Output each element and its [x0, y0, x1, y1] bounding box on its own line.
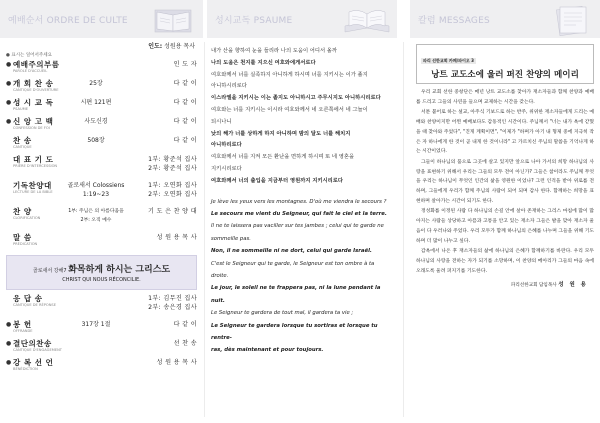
order-row	[6, 181, 197, 207]
order-row	[6, 98, 197, 117]
order-item-name: 응 답 송	[13, 294, 43, 303]
order-item-name: 성 시 교 독	[13, 98, 54, 107]
order-row	[6, 358, 197, 377]
order-item-leader	[125, 155, 197, 173]
psalm-line-fr: Je lève les yeux vers les montagnes. D'où me viendra le secours ?	[211, 198, 387, 205]
psalm-line: 지키시리로다	[211, 165, 242, 172]
leader-first-service: 1부: 오연화 집사	[148, 182, 197, 189]
order-item-sub: PAROLE D'ACCUEIL	[13, 69, 48, 73]
order-list-after	[0, 294, 203, 377]
order-item-name: 기독찬양대	[13, 181, 52, 190]
standing-mark: ●	[6, 359, 12, 366]
order-item-leader: 다 같 이	[173, 99, 197, 106]
order-item-detail: 25장	[89, 80, 103, 87]
order-item-leader: 선 찬 송	[173, 340, 197, 347]
psalm-response-line-fr: Le Seigneur te gardera lorsque tu sortiras et lorsque tu rentre-	[211, 322, 378, 342]
article-title: 낭트 교도소에 울러 퍼진 찬양의 메이리	[431, 70, 579, 80]
psalm-response-line: 아니하리로다	[211, 142, 242, 149]
document-stack-icon	[544, 2, 596, 36]
scripture-verses: 1:19~23	[82, 191, 110, 198]
order-item-leader: 성 원 용 목 사	[156, 359, 197, 366]
worship-header	[0, 0, 203, 38]
messages-header	[410, 0, 600, 38]
psalm-response-line-fr: Non, il ne sommeille ni ne dort, celui qui garde Israël.	[211, 248, 372, 255]
order-item-name: 찬 양	[13, 207, 32, 216]
psalm-response-line: 여호와께서 너의 출입을 지금부터 영원까지 지키시리로다	[211, 177, 344, 184]
order-item-sub: PRIÈRE D'INTERCESSION	[13, 164, 58, 168]
psalm-line: 내가 산을 향하여 눈을 들리라 나의 도움이 어디서 올까	[211, 48, 338, 54]
article-paragraph: 감옥에서 나온 후 재소자들의 삶에 하나님의 은혜가 함께하기를 바란다. 우리 모두 하나님의 사랑을 전하는 자가 되기를 소망하며, 이 찬양의 메아리가 그들의 마음 속에 오래도록 울려 퍼지기를 기도한다.	[416, 249, 594, 274]
order-item-detail: 시편 121편	[80, 99, 112, 106]
order-item-sub: BÉNÉDICTION	[13, 367, 38, 371]
order-item-name: 결단의찬송	[13, 339, 52, 348]
message-article	[410, 38, 600, 288]
order-item-sub: OFFRANDE	[13, 329, 33, 333]
order-row	[6, 207, 197, 233]
order-item-sub: CANTIQUE D'OUVERTURE	[13, 88, 59, 92]
psalm-header	[207, 0, 397, 38]
order-item-leader: 다 같 이	[173, 137, 197, 144]
order-item-sub: CLORIFICATION	[13, 216, 41, 220]
psalm-line-fr: sommeille pas.	[211, 235, 251, 242]
leader-second-service: 2부: 송은경 집사	[148, 304, 197, 311]
order-row	[6, 79, 197, 98]
service-leader-value: 성원용 목사	[164, 43, 195, 50]
order-row	[6, 233, 197, 252]
leader-second-service: 2부: 오연화 집사	[148, 191, 197, 198]
hymnal-book-icon	[147, 2, 199, 36]
order-item-leader: 성 원 용 목 사	[156, 234, 197, 241]
column-divider	[403, 42, 404, 417]
order-item-sub: CANTIQUE	[13, 145, 32, 149]
psalm-line-fr: Il ne te laissera pas vaciller sur tes jambes ; celui qui te garde ne	[211, 223, 384, 230]
order-item-sub: CONFESSION DE FOI	[13, 126, 50, 130]
signature-name: 성 원 용	[558, 282, 588, 289]
order-item-name: 개 회 찬 송	[13, 79, 54, 88]
worship-order-panel	[0, 0, 203, 423]
order-row	[6, 155, 197, 181]
article-signature	[416, 280, 594, 288]
psalm-line: 여호와께서 너를 지켜 모든 환난을 면하게 하시며 또 네 영혼을	[211, 154, 355, 161]
order-item-sub: LECTURE DE LA BIBLE	[13, 190, 53, 194]
psalm-response-line-fr: Le jour, le soleil ne te frappera pas, ni la lune pendant la nuit.	[211, 285, 381, 304]
order-item-name: 신 앙 고 백	[13, 117, 54, 126]
worship-header-title: 예배순서 ORDRE DE CULTE	[8, 16, 128, 26]
standing-mark: ●	[6, 61, 12, 68]
sermon-title-fr: CHRIST QUI NOUS RÉCONCILIE.	[62, 277, 141, 283]
psalm-line: 여호와는 너를 지키시는 이시라 여호와께서 네 오른쪽에서 네 그늘이	[211, 106, 368, 113]
order-row	[6, 136, 197, 155]
psalm-line-fr: C'est le Seigneur qui te garde, le Seigneur est ton ombre à ta	[211, 260, 375, 267]
open-bible-icon	[341, 2, 393, 36]
article-paragraph: 우리 교회 선한 중창단은 매년 낭트 교도소를 찾아가 재소자들과 함께 찬양과 예배를 드리고 그들의 사연을 들으며 교제하는 시간을 갖는다.	[416, 90, 594, 105]
leader-second-service: 2부: 황준석 집사	[148, 165, 197, 172]
article-body	[416, 88, 594, 276]
standing-mark: ●	[6, 99, 12, 106]
order-item-name: 강 복 선 언	[13, 358, 54, 367]
standing-mark: ●	[6, 80, 12, 87]
psalm-response-line: 나의 도움은 천지를 지으신 여호와에게서로다	[211, 59, 316, 66]
order-item-detail	[67, 207, 125, 225]
order-item-detail: 508장	[87, 137, 105, 144]
order-item-leader: 인 도 자	[173, 61, 197, 68]
order-item-name: 예배주의부름	[13, 60, 60, 69]
order-item-leader: 다 같 이	[173, 118, 197, 125]
article-paragraph: 그들이 하나님의 품으로 그곳에 살고 있지만 앞으로 나아 가서의 희망 하나님의 사랑을 표현하기 위해서 우리는 그들의 모두 전이 아닌가? 그들은 참이라도 주님께 무엇을 우리는 하나님이 무엇인 인간의 삶을 영원한 이었나? 그런 인격을 받아 위로를 전하며, 그들에게 우리가 함께 주님의 사람이 되어 되며 감사 한다. 함께하는 희망을 표현하며 살아가는 시간이 되기도 한다.	[416, 159, 594, 204]
article-paragraph: 서툰 불어로 하는 설교, 아주식 기보드로 하는 반주, 위위한 재소자들에게 드리는 예배와 찬양이지만 어쩐 예배보다도 감동적인 시간이다. 주님께서 "너는 내가 옥에 갇혔을 때 찾아와 주었다", "진게 계획이면", "이제가 "하며가 아기 내 형제 중에 지극히 작은 자 하나에게 한 것이 곧 내게 한 것이니라" 고 가르치신 주님의 말씀을 기억나게 하는 시간이었다.	[416, 110, 594, 155]
standing-mark: ●	[6, 321, 12, 328]
column-divider	[204, 42, 205, 417]
sermon-heading	[11, 262, 192, 275]
psalm-line: 아니하시리로다	[211, 83, 247, 90]
psalm-line-fr: Le Seigneur te gardera de tout mal, il gardera ta vie ;	[211, 310, 354, 317]
signature-label: 파리선한교회 담임목사	[510, 283, 557, 289]
order-row	[6, 294, 197, 320]
sermon-reference: 골로새서 강해7	[32, 268, 67, 274]
service-leader	[0, 38, 203, 52]
order-row	[6, 320, 197, 339]
standing-mark: ●	[6, 340, 12, 347]
order-item-leader: 기 도 은 찬 양 대	[148, 208, 197, 215]
psalm-header-title: 성시교독 PSAUME	[215, 16, 293, 26]
order-item-leader: 다 같 이	[173, 321, 197, 328]
anthem-first-service: 1부: 주님은 의 아름다움을	[68, 209, 124, 214]
leader-first-service: 1부: 김무진 집사	[148, 295, 197, 302]
standing-mark: ●	[6, 118, 12, 125]
order-row	[6, 60, 197, 79]
order-item-sub: CANTIQUE DE RÉPONSE	[13, 303, 56, 307]
psalm-response-line-fr: ras, dès maintenant et pour toujours.	[211, 347, 324, 354]
order-row	[6, 339, 197, 358]
sermon-box	[6, 255, 197, 290]
psalm-panel	[207, 0, 397, 423]
leader-first-service: 1부: 황준석 집사	[148, 156, 197, 163]
article-paragraph: 정성화를 이정된 사람 다 하나님의 손길 안에 살아 존재하는 그리스 마침에 많이 많아지는 사람들 상당하고 아픔과 고통을 안고 있는 재소자 그들은 발을 맞아 재소자 울음이 다 우러나와 주었다. 우리 모두가 함께 하나님의 은혜를 나누며 그들을 위해 기도하며 더 많이 나누고 싶다.	[416, 209, 594, 244]
order-item-detail	[67, 181, 125, 199]
order-item-sub: PRÉDICATION	[13, 242, 38, 246]
psalm-korean	[207, 38, 397, 188]
order-row	[6, 117, 197, 136]
article-kicker: 파리 선한교회 카페/파이오 3	[423, 58, 474, 63]
order-item-detail: 사도신경	[84, 118, 108, 125]
psalm-response-line-fr: Le secours me vient du Seigneur, qui fait le ciel et la terre.	[211, 210, 387, 217]
psalm-french	[207, 188, 397, 357]
psalm-line-fr: droite.	[211, 273, 229, 279]
order-item-name: 찬 송	[13, 136, 32, 145]
order-item-leader: 다 같 이	[173, 80, 197, 87]
order-item-sub: PSAUME	[13, 107, 28, 111]
order-item-sub: CANTIQUE D'ENGAGEMENT	[13, 348, 62, 352]
order-list	[0, 60, 203, 252]
article-title-box	[416, 44, 594, 84]
scripture-ref: 골로새서 Colossiens	[67, 182, 125, 189]
order-item-name: 봉 헌	[13, 320, 32, 329]
anthem-second-service: 2부: 오직 예수	[80, 218, 112, 223]
order-item-leader	[125, 181, 197, 199]
service-leader-label: 인도:	[148, 43, 163, 50]
standing-notice: ● 표시는 일어서주세요	[6, 53, 52, 58]
sermon-title: 화목하게 하시는 그리스도	[68, 265, 171, 275]
order-item-name: 말 씀	[13, 233, 32, 242]
order-item-detail: 317장 1절	[81, 321, 111, 328]
psalm-line: 되시나니	[211, 118, 232, 125]
psalm-line: 여호와께서 너를 실족하지 아니하게 하시며 너를 지키시는 이가 졸지	[211, 71, 368, 78]
order-item-leader	[125, 294, 197, 312]
psalm-response-line: 낮의 해가 너를 상하게 하지 아니하며 밤의 달도 너를 해치지	[211, 130, 351, 137]
messages-header-title: 칼럼 MESSAGES	[418, 16, 490, 26]
messages-panel	[410, 0, 600, 423]
order-item-name: 대 표 기 도	[13, 155, 54, 164]
psalm-response-line: 이스라엘을 지키시는 이는 졸지도 아니하시고 주무시지도 아니하시리로다	[211, 95, 381, 102]
